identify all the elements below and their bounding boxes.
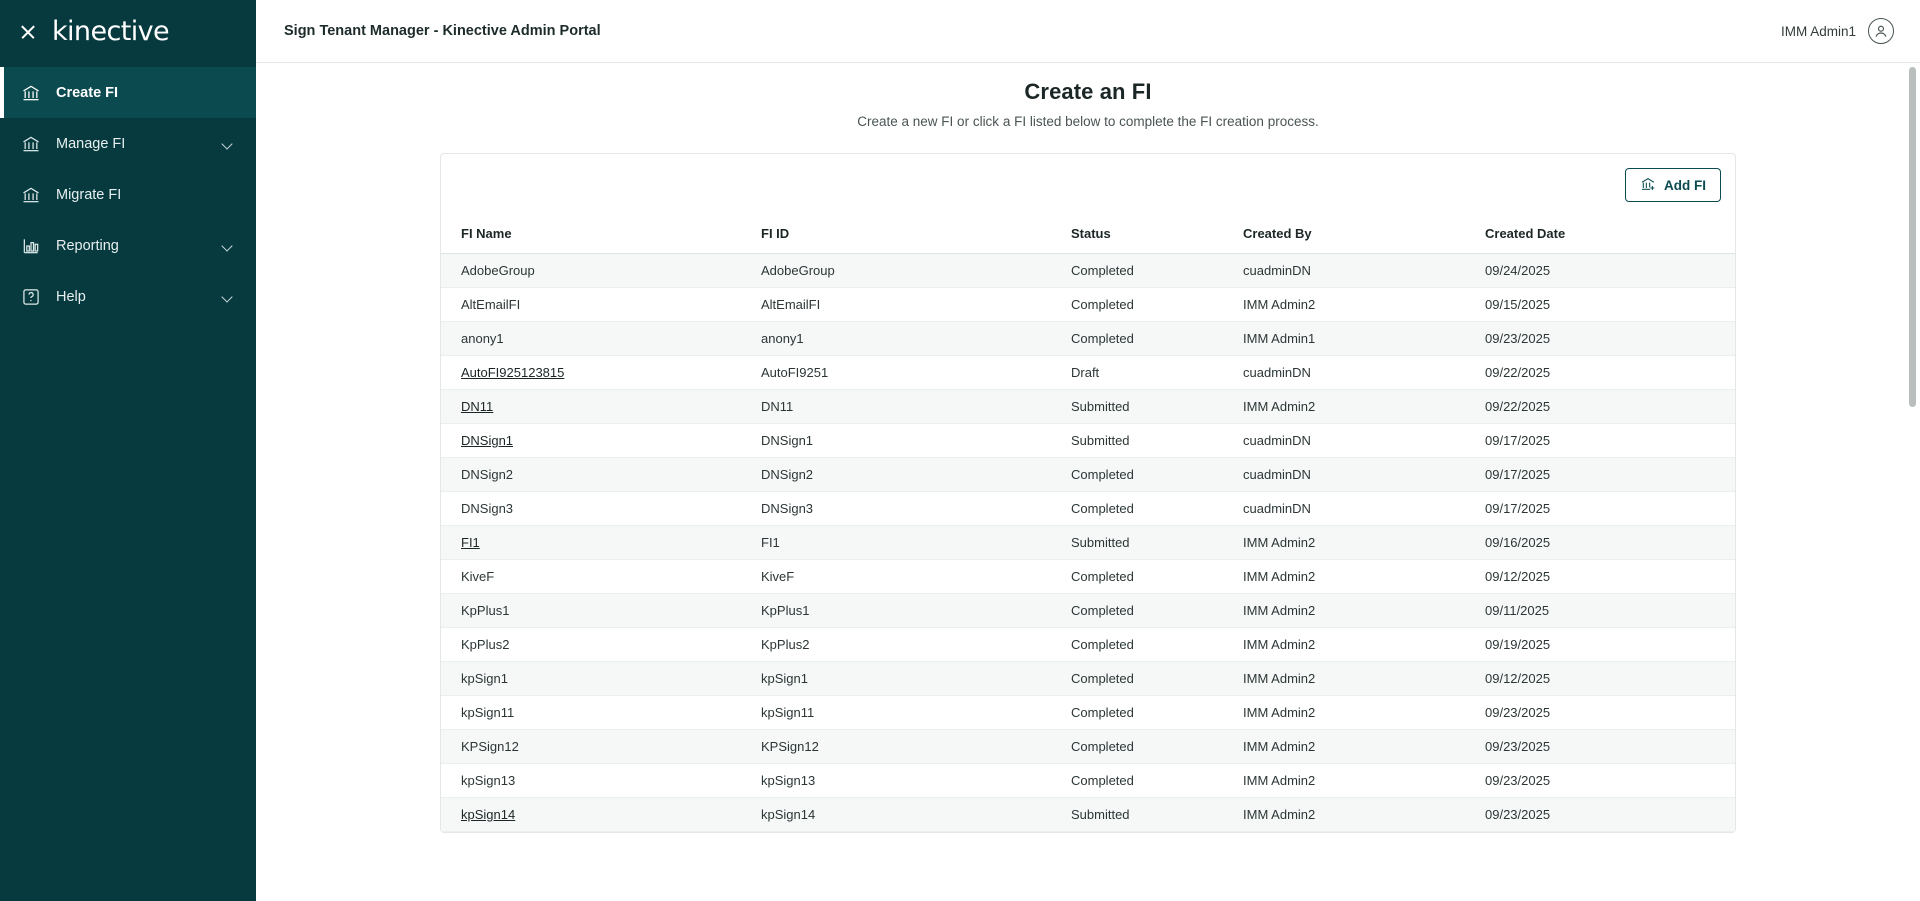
cell-status: Completed: [1071, 254, 1243, 288]
cell-created-by: IMM Admin2: [1243, 526, 1485, 560]
cell-status: Completed: [1071, 492, 1243, 526]
table-row[interactable]: [441, 798, 1735, 832]
sidebar-item-migrate-fi[interactable]: [0, 169, 256, 220]
table-row[interactable]: [441, 594, 1735, 628]
cell-created-by: IMM Admin2: [1243, 798, 1485, 832]
fi-panel: [440, 153, 1736, 833]
table-row[interactable]: [441, 254, 1735, 288]
panel-toolbar: [441, 154, 1735, 216]
column-header-status[interactable]: Status: [1071, 216, 1243, 254]
cell-created-date: 09/23/2025: [1485, 730, 1735, 764]
cell-fi-id: kpSign14: [761, 798, 1071, 832]
cell-fi-id: kpSign13: [761, 764, 1071, 798]
cell-fi-id: DNSign2: [761, 458, 1071, 492]
cell-created-by: cuadminDN: [1243, 458, 1485, 492]
cell-status: Completed: [1071, 696, 1243, 730]
cell-created-date: 09/23/2025: [1485, 764, 1735, 798]
user-name: IMM Admin1: [1780, 23, 1856, 39]
cell-status: Completed: [1071, 458, 1243, 492]
brand-logo: kinective: [52, 16, 169, 47]
cell-fi-id: KPSign12: [761, 730, 1071, 764]
cell-fi-name[interactable]: [441, 798, 761, 832]
cell-fi-id: KiveF: [761, 560, 1071, 594]
cell-created-date: 09/23/2025: [1485, 696, 1735, 730]
cell-status: Submitted: [1071, 798, 1243, 832]
main-area: [256, 0, 1920, 901]
table-header-row: [441, 216, 1735, 254]
cell-fi-name: KpPlus1: [441, 594, 761, 628]
cell-fi-id: kpSign1: [761, 662, 1071, 696]
cell-created-date: 09/12/2025: [1485, 560, 1735, 594]
cell-fi-id: DNSign3: [761, 492, 1071, 526]
sidebar-item-label: Help: [56, 288, 86, 305]
cell-fi-name: anony1: [441, 322, 761, 356]
cell-fi-name: DNSign3: [441, 492, 761, 526]
cell-fi-name: DNSign2: [441, 458, 761, 492]
bank-icon: [20, 133, 42, 155]
cell-created-date: 09/15/2025: [1485, 288, 1735, 322]
cell-fi-id: DN11: [761, 390, 1071, 424]
cell-created-by: cuadminDN: [1243, 254, 1485, 288]
fi-name-link[interactable]: DN11: [461, 399, 494, 414]
table-header: [441, 216, 1735, 254]
cell-created-by: IMM Admin2: [1243, 662, 1485, 696]
cell-fi-name: KPSign12: [441, 730, 761, 764]
column-header-fi-id[interactable]: FI ID: [761, 216, 1071, 254]
cell-status: Completed: [1071, 594, 1243, 628]
table-row[interactable]: [441, 526, 1735, 560]
cell-fi-id: anony1: [761, 322, 1071, 356]
cell-created-by: IMM Admin2: [1243, 696, 1485, 730]
bar-chart-icon: [20, 235, 42, 257]
add-fi-label: Add FI: [1664, 177, 1706, 193]
cell-fi-name: KiveF: [441, 560, 761, 594]
close-icon[interactable]: [18, 22, 38, 42]
column-header-created-date[interactable]: Created Date: [1485, 216, 1735, 254]
cell-created-by: IMM Admin2: [1243, 628, 1485, 662]
cell-created-date: 09/16/2025: [1485, 526, 1735, 560]
chevron-down-icon[interactable]: [222, 138, 234, 150]
table-row[interactable]: [441, 764, 1735, 798]
fi-name-link[interactable]: DNSign1: [461, 433, 514, 448]
add-fi-button[interactable]: [1625, 168, 1721, 202]
cell-fi-id: DNSign1: [761, 424, 1071, 458]
page-head: [256, 79, 1920, 129]
cell-created-date: 09/17/2025: [1485, 492, 1735, 526]
cell-created-date: 09/22/2025: [1485, 390, 1735, 424]
cell-created-by: IMM Admin2: [1243, 560, 1485, 594]
cell-status: Submitted: [1071, 526, 1243, 560]
table-row[interactable]: [441, 458, 1735, 492]
cell-created-date: 09/19/2025: [1485, 628, 1735, 662]
cell-created-by: IMM Admin2: [1243, 390, 1485, 424]
table-row[interactable]: [441, 288, 1735, 322]
column-header-fi-name[interactable]: FI Name: [441, 216, 761, 254]
cell-created-date: 09/12/2025: [1485, 662, 1735, 696]
fi-name-link[interactable]: FI1: [461, 535, 480, 550]
sidebar-header: [0, 0, 256, 63]
page-scrollbar[interactable]: [1907, 63, 1918, 901]
cell-created-by: IMM Admin2: [1243, 594, 1485, 628]
cell-status: Completed: [1071, 764, 1243, 798]
cell-created-date: 09/24/2025: [1485, 254, 1735, 288]
sidebar-item-reporting[interactable]: [0, 220, 256, 271]
cell-fi-id: AutoFI9251: [761, 356, 1071, 390]
bank-plus-icon: [1640, 176, 1656, 195]
cell-created-by: cuadminDN: [1243, 356, 1485, 390]
user-menu[interactable]: [1781, 18, 1894, 44]
cell-status: Submitted: [1071, 390, 1243, 424]
cell-fi-id: KpPlus2: [761, 628, 1071, 662]
cell-status: Completed: [1071, 560, 1243, 594]
help-icon: [20, 286, 42, 308]
table-body: [441, 254, 1735, 832]
bank-icon: [20, 82, 42, 104]
cell-created-date: 09/17/2025: [1485, 458, 1735, 492]
sidebar: [0, 0, 256, 901]
cell-fi-name: kpSign1: [441, 662, 761, 696]
cell-created-date: 09/11/2025: [1485, 594, 1735, 628]
cell-status: Completed: [1071, 662, 1243, 696]
column-header-created-by[interactable]: Created By: [1243, 216, 1485, 254]
cell-status: Submitted: [1071, 424, 1243, 458]
cell-fi-id: FI1: [761, 526, 1071, 560]
table-row[interactable]: [441, 424, 1735, 458]
table-row[interactable]: [441, 322, 1735, 356]
cell-fi-id: AdobeGroup: [761, 254, 1071, 288]
page-title: Create an FI: [1024, 79, 1152, 104]
table-row[interactable]: [441, 730, 1735, 764]
user-circle-icon[interactable]: [1868, 18, 1894, 44]
page-header-title: Sign Tenant Manager - Kinective Admin Portal: [284, 23, 601, 39]
sidebar-item-create-fi[interactable]: [0, 67, 256, 118]
table-row[interactable]: [441, 390, 1735, 424]
cell-fi-name: AdobeGroup: [441, 254, 761, 288]
fi-name-link[interactable]: kpSign14: [461, 807, 516, 822]
table-row[interactable]: [441, 662, 1735, 696]
cell-fi-name[interactable]: [441, 424, 761, 458]
table-row[interactable]: [441, 628, 1735, 662]
sidebar-item-label: Create FI: [56, 84, 119, 101]
fi-table: [441, 216, 1735, 832]
table-row[interactable]: [441, 696, 1735, 730]
cell-status: Completed: [1071, 288, 1243, 322]
cell-fi-name[interactable]: [441, 526, 761, 560]
cell-fi-id: AltEmailFI: [761, 288, 1071, 322]
chevron-down-icon[interactable]: [222, 240, 234, 252]
cell-created-by: IMM Admin1: [1243, 322, 1485, 356]
cell-fi-name: kpSign13: [441, 764, 761, 798]
table-row[interactable]: [441, 560, 1735, 594]
cell-fi-name[interactable]: [441, 356, 761, 390]
cell-created-by: cuadminDN: [1243, 424, 1485, 458]
cell-created-date: 09/23/2025: [1485, 798, 1735, 832]
cell-fi-name: KpPlus2: [441, 628, 761, 662]
sidebar-item-label: Manage FI: [56, 135, 126, 152]
cell-fi-id: KpPlus1: [761, 594, 1071, 628]
sidebar-item-help[interactable]: [0, 271, 256, 322]
fi-name-link[interactable]: AutoFI925123815: [461, 365, 565, 380]
sidebar-item-label: Migrate FI: [56, 186, 122, 203]
chevron-down-icon[interactable]: [222, 291, 234, 303]
bank-icon: [20, 184, 42, 206]
sidebar-item-label: Reporting: [56, 237, 119, 254]
sidebar-item-manage-fi[interactable]: [0, 118, 256, 169]
cell-created-by: cuadminDN: [1243, 492, 1485, 526]
cell-status: Completed: [1071, 628, 1243, 662]
cell-created-date: 09/17/2025: [1485, 424, 1735, 458]
cell-created-by: IMM Admin2: [1243, 730, 1485, 764]
cell-fi-id: kpSign11: [761, 696, 1071, 730]
cell-status: Draft: [1071, 356, 1243, 390]
scrollbar-thumb[interactable]: [1909, 67, 1916, 407]
cell-created-date: 09/23/2025: [1485, 322, 1735, 356]
top-bar: [256, 0, 1920, 63]
cell-created-by: IMM Admin2: [1243, 288, 1485, 322]
cell-fi-name: kpSign11: [441, 696, 761, 730]
cell-created-by: IMM Admin2: [1243, 764, 1485, 798]
cell-status: Completed: [1071, 322, 1243, 356]
cell-status: Completed: [1071, 730, 1243, 764]
sidebar-nav: [0, 67, 256, 322]
table-row[interactable]: [441, 356, 1735, 390]
cell-created-date: 09/22/2025: [1485, 356, 1735, 390]
cell-fi-name[interactable]: [441, 390, 761, 424]
table-row[interactable]: [441, 492, 1735, 526]
cell-fi-name: AltEmailFI: [441, 288, 761, 322]
page-subtitle: Create a new FI or click a FI listed below to complete the FI creation process.: [857, 114, 1319, 129]
content-area: [256, 63, 1920, 901]
